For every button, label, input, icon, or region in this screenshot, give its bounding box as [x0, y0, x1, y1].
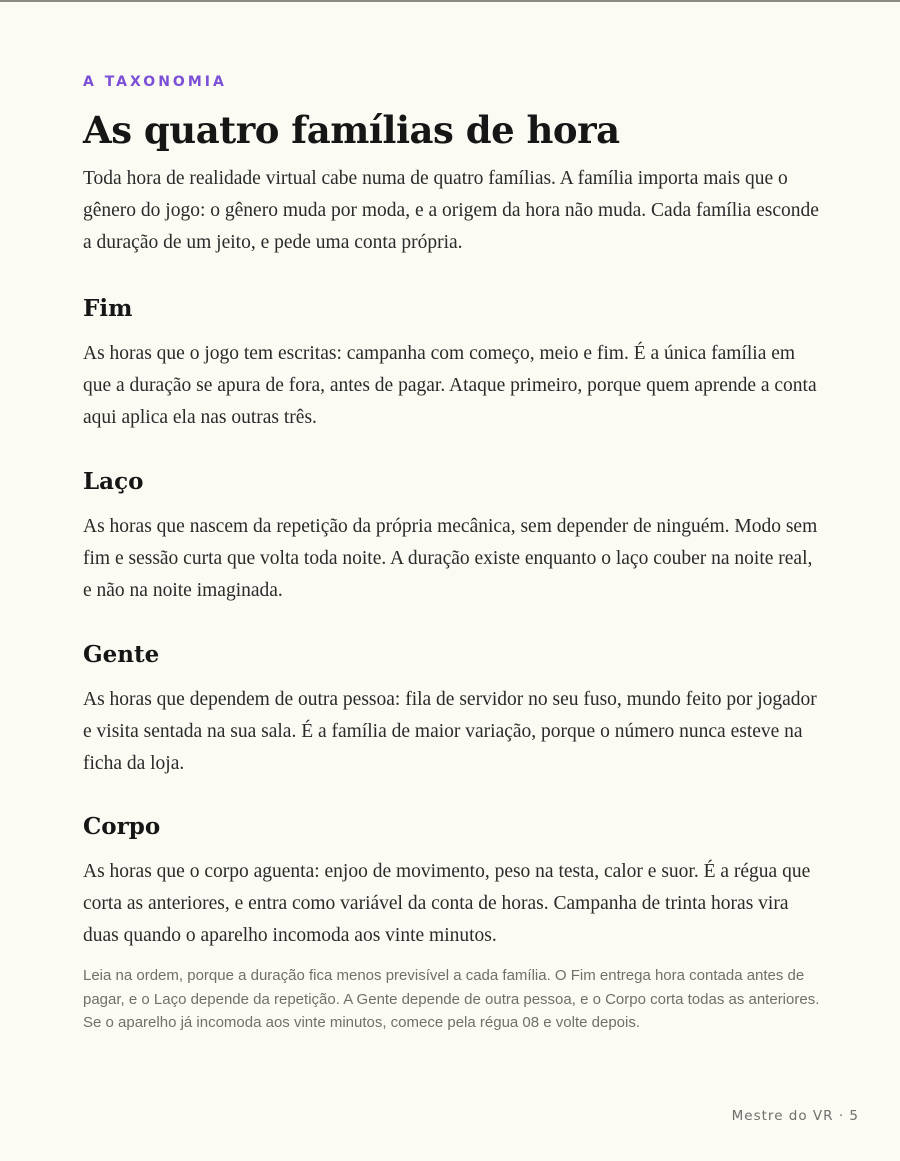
section-body: As horas que o jogo tem escritas: campanha com começo, meio e fim. É a única família em que a duração se apura de fora, antes de pagar. Ataque primeiro, porque quem aprende a conta aqui aplica ela nas outras três. [83, 343, 817, 428]
section-fim [83, 294, 823, 434]
section-body: As horas que dependem de outra pessoa: fila de servidor no seu fuso, mundo feito por jogador e visita sentada na sua sala. É a família de maior variação, porque o número nunca esteve na ficha da loja. [83, 689, 817, 774]
section-corpo [83, 812, 823, 952]
section-heading: Laço [83, 468, 144, 495]
section-body: As horas que nascem da repetição da própria mecânica, sem depender de ninguém. Modo sem fim e sessão curta que volta toda noite. A duração existe enquanto o laço couber na noite real, e não na noite imaginada. [83, 516, 818, 601]
section-laco [83, 467, 823, 607]
top-rule [0, 0, 900, 2]
page-footer: Mestre do VR · 5 [731, 1108, 859, 1124]
section-heading: Fim [83, 295, 133, 322]
section-heading: Corpo [83, 813, 161, 840]
page-title: As quatro famílias de hora [83, 108, 620, 152]
section-body: As horas que o corpo aguenta: enjoo de movimento, peso na testa, calor e suor. É a régua que corta as anteriores, e entra como variável da conta de horas. Campanha de trinta horas vira duas quando o aparelho incomoda aos vinte minutos. [83, 861, 811, 946]
reading-note: Leia na ordem, porque a duração fica menos previsível a cada família. O Fim entrega hora contada antes de pagar, e o Laço depende da repetição. A Gente depende de outra pessoa, e o Corpo corta todas as anteriores. Se o aparelho já incomoda aos vinte minutos, comece pela régua 08 e volte depois. [83, 967, 820, 1031]
section-gente [83, 640, 823, 780]
section-eyebrow: A TAXONOMIA [83, 74, 227, 90]
lead-paragraph: Toda hora de realidade virtual cabe numa de quatro famílias. A família importa mais que o gênero do jogo: o gênero muda por moda, e a origem da hora não muda. Cada família esconde a duração de um jeito, e pede uma conta própria. [83, 168, 819, 253]
section-heading: Gente [83, 641, 160, 668]
